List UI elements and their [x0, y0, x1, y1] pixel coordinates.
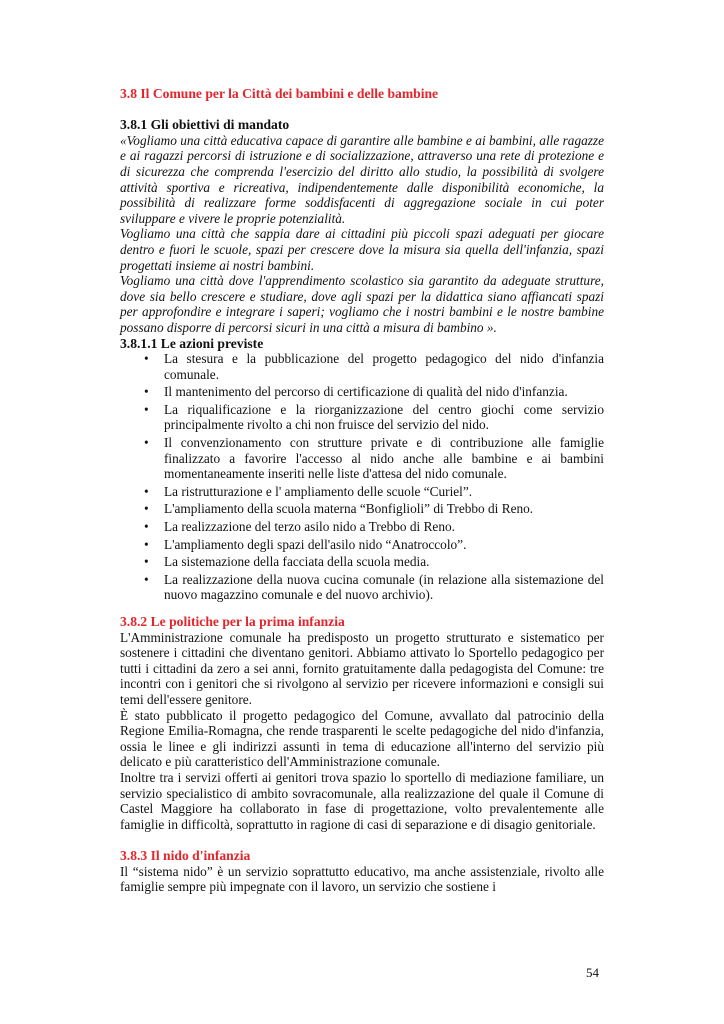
- bullet-icon: •: [144, 519, 149, 535]
- list-item: [120, 351, 604, 382]
- early-childhood-paragraph-2: È stato pubblicato il progetto pedagogico del Comune, avvallato dal patrocinio della Regione Emilia-Romagna, che rende trasparenti le scelte pedagogiche del nido d'infanzia, ossia le linee e gli indirizzi assunti in tema di educazione all'interno del servizio più delicato e più caratteristico dell'Amministrazione comunale.: [120, 707, 604, 770]
- section-3-8-1-1-heading: 3.8.1.1 Le azioni previste: [120, 335, 264, 351]
- bullet-icon: •: [144, 571, 149, 587]
- section-3-8-3-heading: 3.8.3 Il nido d'infanzia: [120, 847, 251, 863]
- bullet-icon: •: [144, 401, 149, 417]
- bullet-icon: •: [144, 554, 149, 570]
- nursery-paragraph-1: Il “sistema nido” è un servizio soprattutto educativo, ma anche assistenziale, rivolto alle famiglie sempre più impegnate con il lavoro, un servizio che sostiene i: [120, 863, 604, 895]
- list-item: [120, 435, 604, 482]
- section-3-8-2-heading: 3.8.2 Le politiche per la prima infanzia: [120, 614, 345, 629]
- list-item-text: La ristrutturazione e l' ampliamento delle scuole “Curiel”.: [164, 483, 473, 499]
- list-item-text: La stesura e la pubblicazione del progetto pedagogico del nido d'infanzia comunale.: [164, 351, 604, 382]
- list-item-text: La riqualificazione e la riorganizzazione del centro giochi come servizio principalmente rivolto a chi non fruisce del servizio del nido.: [164, 401, 604, 433]
- list-item: [120, 554, 604, 570]
- page-number: 54: [586, 965, 599, 980]
- list-item-text: La realizzazione della nuova cucina comunale (in relazione alla sistemazione del nuovo magazzino comunale e del nuovo archivio).: [164, 571, 604, 603]
- mandate-paragraph-2: Vogliamo una città che sappia dare ai cittadini più piccoli spazi adeguati per giocare dentro e fuori le scuole, spazi per crescere dove la misura sia quella dell'infanzia, spazi progettati insieme ai nostri bambini.: [120, 226, 604, 273]
- list-item: [120, 537, 604, 553]
- list-item-text: L'ampliamento della scuola materna “Bonfiglioli” di Trebbo di Reno.: [164, 501, 534, 517]
- document-page: [120, 86, 604, 895]
- list-item: [120, 501, 604, 517]
- list-item-text: L'ampliamento degli spazi dell'asilo nido “Anatroccolo”.: [164, 536, 467, 552]
- bullet-icon: •: [144, 384, 149, 400]
- bullet-icon: •: [144, 501, 149, 517]
- list-item: [120, 402, 604, 433]
- bullet-icon: •: [144, 536, 149, 552]
- early-childhood-paragraph-3: Inoltre tra i servizi offerti ai genitori trova spazio lo sportello di mediazione familiare, un servizio specialistico di ambito sovracomunale, alla realizzazione del quale il Comune di Castel Maggiore ha collaborato in fase di progettazione, volto prevalentemente alle famiglie in difficoltà, soprattutto in ragione di casi di separazione e di disagio genitoriale.: [120, 769, 604, 832]
- list-item: [120, 484, 604, 500]
- list-item: [120, 572, 604, 603]
- early-childhood-paragraph-1: L'Amministrazione comunale ha predisposto un progetto strutturato e sistematico per sostenere i cittadini che diventano genitori. Abbiamo attivato lo Sportello pedagogico per tutti i cittadini da zero a sei anni, fornito gratuitamente dalla pedagogista del Comune: tre incontri con i genitori che si rivolgono al servizio per ricevere informazioni e consigli sui temi dell'essere genitore.: [120, 629, 604, 707]
- bullet-icon: •: [144, 351, 149, 367]
- mandate-paragraph-1: «Vogliamo una città educativa capace di garantire alle bambine e ai bambini, alle ragazze e ai ragazzi percorsi di istruzione e di socializzazione, attraverso una rete di protezione e di sicurezza che comprenda l'esercizio del diritto allo studio, la possibilità di svolgere attività sportiva e ricreativa, indipendentemente dalle disponibilità economiche, la possibilità di realizzare forme soddisfacenti di aggregazione sociale in cui poter sviluppare e vivere le proprie potenzialità.: [120, 132, 604, 226]
- section-3-8-heading: 3.8 Il Comune per la Città dei bambini e delle bambine: [120, 86, 439, 101]
- list-item: [120, 519, 604, 535]
- list-item-text: Il convenzionamento con strutture private e di contribuzione alle famiglie finalizzato a favorire l'accesso al nido anche alle bambine e ai bambini momentaneamente inseriti nelle liste d'attesa del nido comunale.: [164, 435, 604, 482]
- list-item-text: La sistemazione della facciata della scuola media.: [164, 554, 430, 570]
- section-3-8-1-heading: 3.8.1 Gli obiettivi di mandato: [120, 117, 290, 133]
- planned-actions-list: [120, 351, 604, 603]
- mandate-paragraph-3: Vogliamo una città dove l'apprendimento scolastico sia garantito da adeguate strutture, dove sia bello crescere e studiare, dove agli spazi per la didattica siano affiancati spazi per approfondire e integrare i saperi; vogliamo che i nostri bambini e le nostre bambine possano disporre di percorsi sicuri in una città a misura di bambino ».: [120, 273, 604, 335]
- list-item-text: Il mantenimento del percorso di certificazione di qualità del nido d'infanzia.: [164, 384, 568, 400]
- bullet-icon: •: [144, 435, 149, 451]
- list-item-text: La realizzazione del terzo asilo nido a Trebbo di Reno.: [164, 519, 455, 535]
- list-item: [120, 384, 604, 400]
- bullet-icon: •: [144, 483, 149, 499]
